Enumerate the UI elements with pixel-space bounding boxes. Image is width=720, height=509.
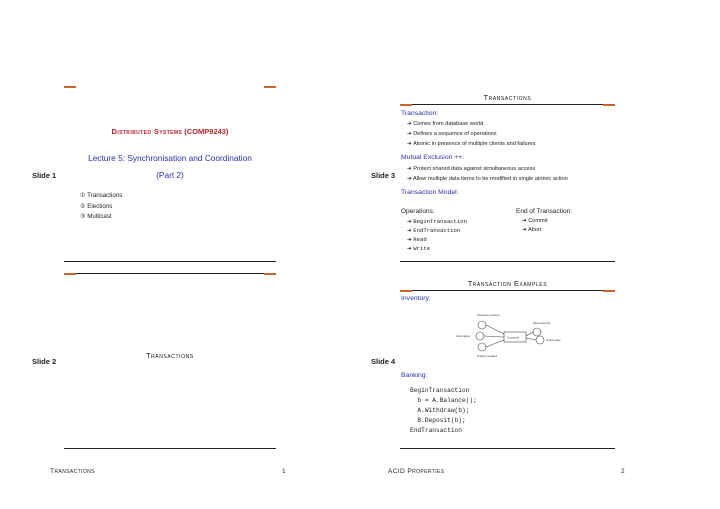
right-arrow-icon: ➜ [407, 237, 414, 243]
slide3-bottom-rule [400, 261, 615, 262]
end-heading: End of Transaction: [516, 208, 573, 215]
computer-label: Computer [507, 335, 520, 340]
slide1-accent-right [264, 86, 276, 88]
slide2-bottom-rule [64, 448, 276, 449]
right-arrow-icon: ➜ [407, 219, 414, 225]
slide3-accent-right [603, 104, 615, 106]
right-arrow-icon: ➜ [407, 131, 414, 137]
right-arrow-icon: ➜ [407, 121, 414, 127]
topic-item: ② Elections [80, 202, 113, 210]
todays-updates-label: Today's updates [477, 354, 498, 358]
end-item: ➜ Commit [522, 218, 548, 224]
slide2-accent-left [64, 273, 76, 275]
right-arrow-icon: ➜ [522, 227, 528, 233]
slide-label-1: Slide 1 [32, 171, 57, 180]
topic-item: ① Transactions [80, 192, 123, 199]
transaction-item: ➜ Atomic in presence of multiple clients and failures [407, 141, 536, 147]
right-arrow-icon: ➜ [407, 246, 414, 252]
right-arrow-icon: ➜ [407, 166, 414, 172]
slide4-title-rule [400, 290, 615, 291]
slide4-title: Transaction Examples [467, 281, 548, 288]
inventory-diagram [440, 312, 580, 362]
code-line: B.Deposit(b); [410, 417, 466, 424]
code-line: EndTransaction [410, 427, 462, 434]
slide2-top-rule [64, 273, 276, 274]
right-arrow-icon: ➜ [407, 176, 413, 182]
todays-updates-tape [478, 343, 486, 351]
model-heading: Transaction Model: [401, 189, 459, 196]
slide1-accent-left [64, 86, 76, 88]
new-inventory-label: New inventory [533, 321, 551, 325]
slide4-bottom-rule [400, 448, 615, 449]
transaction-item: ➜ Comes from database world [407, 121, 484, 127]
topic-item: ③ Multicast [80, 213, 112, 220]
operations-heading: Operations: [401, 208, 435, 215]
previous-inventory-label: Previous inventory [477, 313, 501, 317]
mutex-item: ➜ Allow multiple data items to be modified in single atomic action [407, 176, 568, 182]
right-arrow-icon: ➜ [407, 141, 413, 147]
operation-item: ➜ BeginTransaction [407, 218, 467, 225]
footer-right-title: ACID Properties [388, 468, 445, 475]
previous-inventory-tape [478, 321, 486, 329]
mutex-heading: Mutual Exclusion ++: [401, 154, 465, 161]
transaction-item: ➜ Defines a sequence of operations [407, 131, 497, 137]
slide3-title-rule [400, 104, 615, 105]
slide1-course-title [64, 127, 276, 136]
inventory-heading: Inventory: [401, 295, 431, 302]
transaction-heading: Transaction: [401, 110, 439, 117]
banking-heading: Banking: [401, 372, 428, 379]
slide3-accent-left [400, 104, 412, 106]
input-tape-1 [476, 332, 484, 340]
right-arrow-icon: ➜ [522, 218, 529, 224]
course-title: Distributed Systems [111, 127, 183, 136]
slide2-title: Transactions [146, 353, 194, 360]
slide-label-4: Slide 4 [371, 357, 396, 366]
right-arrow-icon: ➜ [407, 228, 414, 234]
lecture-title: Lecture 5: Synchronisation and Coordination [88, 153, 252, 163]
slide-label-3: Slide 3 [371, 171, 396, 180]
footer-right-page: 2 [621, 468, 626, 475]
output-tape-label: Output tape [546, 338, 561, 342]
code-line: BeginTransaction [410, 387, 470, 394]
lecture-part: (Part 2) [156, 170, 184, 180]
mutex-item: ➜ Protect shared data against simultaneous access [407, 166, 536, 172]
slide2-accent-right [264, 273, 276, 275]
slide-label-2: Slide 2 [32, 357, 57, 366]
code-line: b = A.Balance(); [410, 397, 477, 404]
input-tapes-label: Input tapes [456, 334, 470, 338]
slide3-title: Transactions [483, 95, 532, 102]
code-line: A.Withdraw(b); [410, 407, 470, 414]
slide4-accent-right [603, 290, 615, 292]
operation-item: ➜ Write [407, 245, 431, 252]
course-code: (COMP9243) [184, 127, 229, 136]
new-inventory-tape [533, 328, 541, 336]
topic-list [80, 191, 122, 223]
slide1-bottom-rule [64, 261, 276, 262]
end-item: ➜ Abort [522, 227, 542, 233]
operation-item: ➜ EndTransaction [407, 227, 461, 234]
slide4-accent-left [400, 290, 412, 292]
output-tape [536, 336, 544, 344]
footer-left-page: 1 [282, 468, 287, 475]
operation-item: ➜ Read [407, 236, 427, 243]
footer-left-title: Transactions [50, 468, 95, 475]
